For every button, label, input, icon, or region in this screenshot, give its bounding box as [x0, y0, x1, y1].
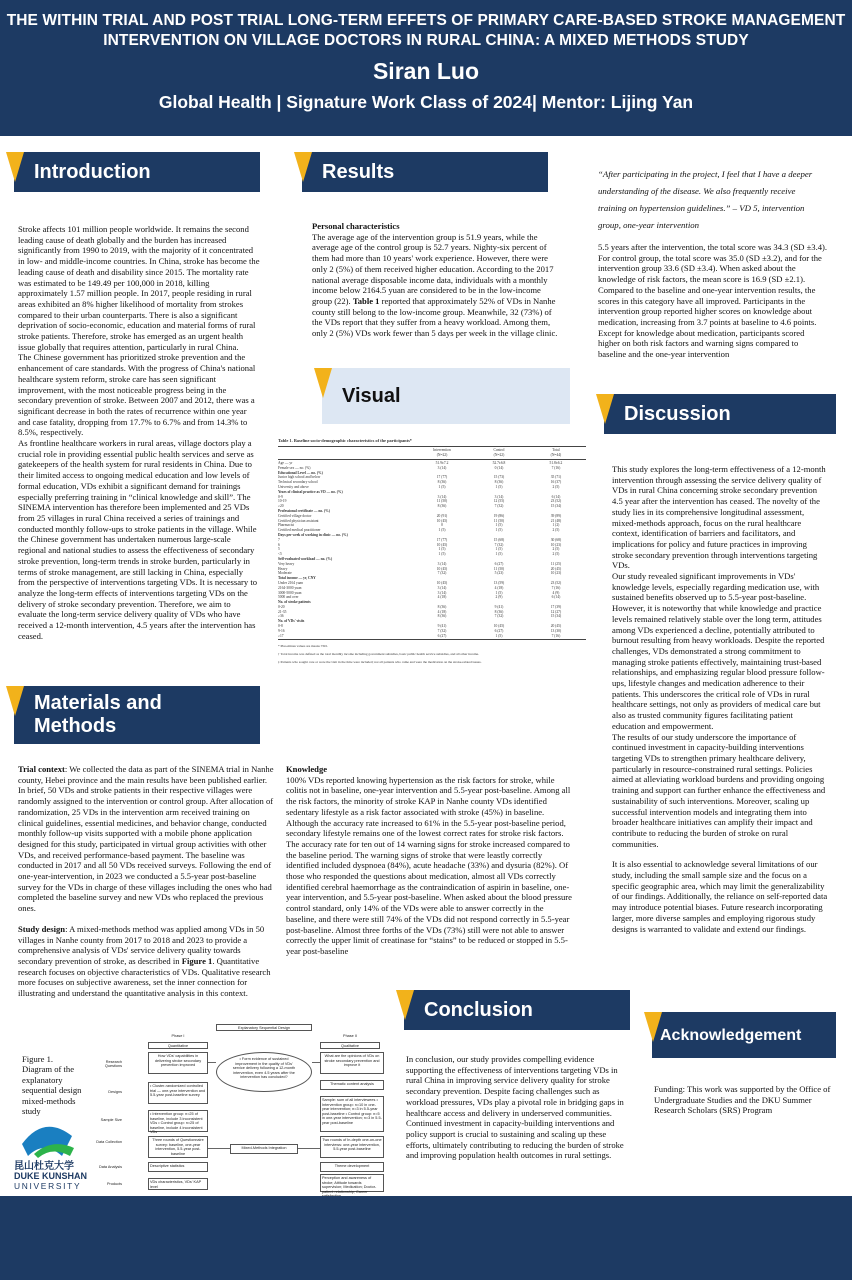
table-cell: 6 (27) [437, 633, 447, 638]
table-row [278, 518, 586, 523]
diagram-quant-question: How VDs' capabilities in delivering stroke secondary prevention improved [148, 1052, 208, 1074]
table-cell: 8 (36) [437, 504, 447, 509]
table-cell: 15 (34) [550, 614, 562, 619]
table-cell: 7 (32) [437, 628, 447, 633]
table-1-reference: Table 1 [352, 295, 380, 306]
diagram-phase-1: Phase I [148, 1033, 208, 1040]
introduction-paragraph: The Chinese government has prioritized stroke prevention and the enhancement of care standards. With the progress of China's national healthcare system reform, stroke care has seen significant improvement, with the most noticeable progress being in the secondary prevention of stroke. Between 2007 and 2012, there was a significant decrease in both the rates of recurrence within one year and case fatality, dropping from 17.7% to 6.7% and from 14.3% to 8.5%, respectively. [18, 352, 256, 438]
table-cell: 0-8 [278, 624, 283, 629]
table-cell: 8 (36) [437, 480, 447, 485]
table-cell: 3 (14) [437, 561, 447, 566]
table-cell: 16 (37) [550, 480, 562, 485]
table-cell: 3 (14) [494, 494, 504, 499]
table-cell: 1 (5) [495, 528, 503, 533]
table-cell: 5 [278, 547, 280, 552]
study-design-text-b: . Quantitative research focuses on objective characteristics of VDs. Qualitative research more focuses on subjective awareness, set the inner connection for illustrating and understand the quantitative analysis in this context. [18, 955, 271, 999]
table-cell: 10 (45) [436, 580, 448, 585]
table-cell: 6 (14) [551, 595, 561, 600]
table-cell: 6 (27) [494, 561, 504, 566]
trial-context-paragraph [18, 764, 274, 914]
explanatory-sequential-design-diagram [92, 1022, 388, 1194]
diagram-quant-collection: Three rounds of Questionnaire survey: baseline, one-year intervention, 5.5-year post-baseline [148, 1136, 208, 1158]
table-cell: Intervention [433, 448, 451, 453]
table-cell: Female sex — no. (%) [278, 465, 311, 470]
table-row [278, 480, 586, 485]
table-row [278, 504, 586, 509]
section-heading-results [302, 152, 548, 192]
table-cell: Pharmacist [278, 523, 294, 528]
table-row [278, 528, 586, 533]
table-cell: 8 (36) [437, 614, 447, 619]
table-row [278, 465, 586, 470]
table-cell: 7 (32) [437, 571, 447, 576]
methods-heading-text [34, 692, 162, 738]
table-cell: 12 (55) [493, 499, 505, 504]
diagram-header: Explanatory Sequential Design [216, 1024, 312, 1031]
poster-title-line-1: THE WITHIN TRIAL AND POST TRIAL LONG-TERM EFFETS OF PRIMARY CARE-BASED STROKE MANAGEMENT [6, 12, 846, 29]
section-heading-introduction [14, 152, 260, 192]
accent-triangle [6, 152, 24, 182]
accent-triangle [314, 368, 332, 398]
table-cell: Professional certificate — no. (%) [278, 508, 330, 513]
trial-context-label: Trial context [18, 764, 65, 774]
table-cell: Years of clinical practice as VD — no. (%) [278, 489, 343, 494]
table-row [278, 542, 586, 547]
table-row [278, 595, 586, 600]
table-cell: 5 (23) [494, 571, 504, 576]
logo-name-english-1: DUKE KUNSHAN [14, 1171, 88, 1181]
acknowledgement-body: Funding: This work was supported by the Office of Undergraduate Studies and the DKU Summer Research Scholars (SRS) Program [654, 1084, 831, 1116]
discussion-body [612, 464, 828, 934]
results-heading-text: Results [322, 160, 395, 183]
table-cell: Age — yr [278, 460, 293, 465]
logo-name-chinese: 昆山杜克大学 [14, 1161, 74, 1172]
diagram-connector [208, 1062, 216, 1063]
table-cell: University and above [278, 484, 309, 489]
table-cell: Very heavy [278, 561, 295, 566]
diagram-side-label: Products [107, 1182, 122, 1186]
diagram-qual-sample: Sample: sum of all interviewees • Intervention group: n=10 in one-year intervention; n=3 in 5.5-year post-baseline • Control group: n=5 in one-year intervention; n=3 in 5.5-year post-baseline [320, 1096, 384, 1132]
table-cell: 8 (36) [494, 480, 504, 485]
table-cell: 21 (48) [550, 518, 562, 523]
table-cell: 7 (32) [494, 614, 504, 619]
knowledge-heading-text: Knowledge [286, 764, 328, 774]
table-cell: 8 (36) [494, 609, 504, 614]
table-cell: 11 (50) [493, 518, 505, 523]
study-design-text-a: : A mixed-methods method was applied among VDs in 50 villages in Nanhe county from 2017 to 2018 and 2023 to provide a comprehensive analysis of VDs' service delivery quality towards secondary prevention of stroke, as described in [18, 923, 265, 966]
table-cell: Educational Level — no. (%) [278, 470, 323, 475]
personal-text-a: The average age of the intervention group is 51.9 years, while the average age of the control group is 52.7 years. Nighty-six percent of them had more than 10 years' work experience. However, there were only 2 (5%) of them received higher education. According to the 2017 national average disposable income data, individuals with a monthly income below 2164.5 yuan are considered to be in the low-income group (22). [312, 231, 554, 306]
introduction-heading-text: Introduction [34, 160, 151, 183]
diagram-central-question: • Form evidence of sustained improvement in the quality of VDs' service delivery following a 12-month intervention, even 4.5 years after the intervention has concluded? [216, 1052, 312, 1092]
diagram-quantitative: Quantitative [148, 1042, 208, 1049]
table-cell: ≥17 [278, 633, 284, 638]
table-row [278, 523, 586, 528]
diagram-side-label: Data Analysis [98, 1165, 122, 1169]
diagram-quant-design: • Cluster-randomized controlled trial — one-year intervention and 5.5-year post-baseline survey [148, 1082, 208, 1104]
section-heading-conclusion [404, 990, 630, 1030]
table-1-figure [278, 438, 586, 746]
section-heading-acknowledgement [652, 1012, 836, 1058]
table-cell: 1 (5) [438, 484, 446, 489]
table-cell: 20 (91) [436, 513, 448, 518]
discussion-paragraph: Our study revealed significant improvements in VDs' knowledge levels, especially regarding medication use, with sustained benefits observed up to 5.5-year post-baseline. However, it is noteworthy that while knowledge and practice levels remained relatively stable over the long term, attitudes among VDs experienced a decline, potentially attributed to burnout resulting from heavy workloads. Despite the reported challenges, VDs demonstrated a strong commitment to managing stroke patients effectively, maintaining trust-based relationships, and emphasizing regular blood pressure follow-ups, lifestyle changes and medication adherence to their patients. This underscores the critical role of VDs in rural healthcare settings, not only as providers of medical care but also as trusted community figures facilitating patient education and empowerment. [612, 571, 825, 731]
table-cell: Technical secondary school [278, 480, 318, 485]
table-cell: 51.8±6.2 [549, 460, 563, 465]
table-cell: 9 (41) [437, 624, 447, 629]
diagram-mixed-integration: Mixed-Methods Integration [230, 1144, 298, 1154]
table-row [278, 624, 586, 629]
table-cell: 6 (14) [551, 494, 561, 499]
table-cell: (N=22) [493, 453, 505, 458]
table-row [278, 633, 586, 638]
methods-heading-line-2: Methods [34, 715, 117, 737]
methods-body [18, 764, 274, 999]
table-cell: 15 (73) [493, 475, 505, 480]
accent-triangle [6, 686, 24, 716]
table-cell: Certified village doctor [278, 513, 312, 518]
table-cell: Moderate [278, 571, 292, 576]
table-row [278, 537, 586, 542]
knowledge-heading [286, 764, 576, 775]
diagram-qual-question: What are the opinions of VDs on stroke secondary prevention and improve it [320, 1052, 384, 1074]
table-row [278, 461, 586, 466]
table-row [278, 547, 586, 552]
table-cell: Control [493, 448, 505, 453]
table-cell: 35 (71) [550, 475, 562, 480]
methods-heading-line-1: Materials and [34, 692, 162, 714]
table-row [278, 590, 586, 595]
diagram-quant-sample: • Intervention group: n=25 of baseline, include 3 inconsistent VDs • Control group: n=25 of baseline, include 4 inconsistent VDs [148, 1110, 208, 1132]
table-cell: 7 (32) [494, 504, 504, 509]
table-1-body [278, 448, 586, 638]
table-cell: 0 (14) [494, 465, 504, 470]
table-cell: 2 (9) [495, 595, 503, 600]
table-cell: 13 (59) [493, 580, 505, 585]
results-personal-characteristics [312, 221, 562, 339]
table-cell: 1 (5) [495, 484, 503, 489]
figure-1-reference: Figure 1 [181, 955, 213, 966]
table-1-note: † Total income was defined as the total monthly income including government subsidies, basic public health service subsidies, and all other income. [278, 652, 480, 657]
diagram-qual-analysis: Theme development [320, 1162, 384, 1172]
table-rule [278, 459, 586, 460]
table-cell: Junior high school and below [278, 475, 321, 480]
study-design-label: Study design [18, 923, 66, 934]
table-cell: 20 (45) [550, 566, 562, 571]
table-header-row [278, 453, 586, 458]
diagram-connector [298, 1148, 320, 1149]
table-1-caption: Table 1. Baseline socio-demographic characteristics of the participants* [278, 438, 412, 443]
table-cell: 3000-5000 yuan [278, 590, 302, 595]
conclusion-heading-text: Conclusion [424, 998, 533, 1021]
table-cell: Self-evaluated workload — no. (%) [278, 556, 333, 561]
introduction-paragraph: Stroke affects 101 million people worldwide. It remains the second leading cause of death globally and the burden has increased significantly from 1990 to 2019, with the majority of it concentrated in low- and middle-income countries. In China, stroke has become the leading cause of death and disability since 2015. The mortality rate was estimated to be 149.49 per 100,000 in 2018, killing approximately 1.57 million people. In 2017, people residing in rural areas exhibited an 8% higher likelihood of mortality from strokes compared to their urban counterparts. There is also a significant deprivation of socio-economic, education and material forms of rural stroke patients. Therefore, stroke has emerged as an urgent health issue globally that requires attention, particularly in rural China. [18, 224, 260, 352]
table-cell: 1 (5) [495, 590, 503, 595]
table-cell: ≥36 [278, 614, 284, 619]
table-cell: 11 (50) [436, 499, 448, 504]
study-design-paragraph [18, 924, 274, 999]
diagram-quant-products: VDs characteristics, VDs' KAP level [148, 1178, 208, 1190]
table-row [278, 566, 586, 571]
table-cell: 7 (16) [551, 633, 561, 638]
table-cell: 19 (86) [493, 513, 505, 518]
table-cell: ≥20 [278, 504, 284, 509]
table-cell: 12 (27) [550, 609, 562, 614]
table-cell: 51.9±7.2 [435, 460, 449, 465]
diagram-qual-collection: Two rounds of In-depth one-on-one interviews: one-year intervention, 5.5-year post-baseline [320, 1136, 384, 1158]
table-1-note: * Plus-minus values are means ±SD. [278, 644, 328, 649]
table-cell: 10 (23) [550, 571, 562, 576]
table-cell: 0-20 [278, 604, 285, 609]
table-cell: No. of VDs' visits [278, 619, 305, 624]
introduction-paragraph: As frontline healthcare workers in rural areas, village doctors play a crucial role in providing essential public health services and serve as gatekeepers of the health system for rural residents in China. Due to their limited access to ongoing medical education and low levels of formal education, VDs exhibit a significant demand for trainings especially preferring training in “clinical knowledge and skill”. The SINEMA intervention has therefore been implemented and 25 VDs from 25 villages in rural China received a series of trainings and conducted monthly follow-ups to stroke patients in the village. While the Chinese government has undertaken numerous large-scale regional and national studies to assess the effectiveness of secondary stroke prevention, long-term trends in stroke burden, particularly in terms of stroke management, are still lacking in China, especially from the perspective of interventions targeting VDs. It is necessary to analyze the long-term effects of interventions targeting VDs on the delivery of stroke secondary prevention. Therefore, we aim to evaluate the long-term service delivery quality of VDs who have received a 12-month intervention, 4.5 years after the intervention has ceased. [18, 438, 258, 641]
diagram-qual-design: Thematic content analysis [320, 1080, 384, 1090]
diagram-qual-products: Perception and awareness of stroke; Attitude towards supervision; Medication; Doctor-patient relationship; Career [320, 1174, 384, 1192]
table-cell: 1 (5) [438, 547, 446, 552]
table-cell: 7 (16) [551, 585, 561, 590]
accent-triangle [596, 394, 614, 424]
table-cell: 21-35 [278, 609, 287, 614]
table-row [278, 485, 586, 490]
table-cell: Days per week of working in clinic — no. (%) [278, 532, 348, 537]
table-row [278, 499, 586, 504]
discussion-heading-text: Discussion [624, 402, 731, 425]
table-cell: 1 (5) [495, 547, 503, 552]
table-cell: 10 (45) [436, 566, 448, 571]
table-cell: 3 (14) [437, 590, 447, 595]
table-cell: 10 (23) [550, 542, 562, 547]
table-row [278, 605, 586, 610]
table-row [278, 609, 586, 614]
table-cell: Under 2164 yuan [278, 580, 303, 585]
table-cell: 13 (30) [550, 628, 562, 633]
table-cell: 1 (5) [438, 528, 446, 533]
table-row [278, 561, 586, 566]
poster-footer [0, 1196, 852, 1280]
discussion-paragraph: The results of our study underscore the importance of continued investment in capacity-building interventions targeting VDs to strengthen primary healthcare delivery, particularly in resource-constrained rural settings. Policies aimed at alleviating workload burdens and providing ongoing training and support can further enhance the effectiveness and sustainability of such interventions. Moreover, scaling up successful intervention models and integrating them into broader healthcare initiatives can amplify their impact and contribute to reducing the burden of stroke on rural communities. [612, 731, 826, 849]
table-cell: 3 (14) [437, 585, 447, 590]
table-cell: 23 (52) [550, 499, 562, 504]
table-cell: 15 (34) [550, 504, 562, 509]
table-cell: 11 (50) [493, 566, 505, 571]
table-cell: 2 (5) [552, 547, 560, 552]
table-row [278, 581, 586, 586]
table-cell: 2 (5) [552, 528, 560, 533]
table-1-note: ‡ Patients who sought care or were the visit in the time were included; not all patients who came and were the medication on the stroke-related issues. [278, 660, 482, 665]
table-row [278, 628, 586, 633]
table-cell: 8 (36) [437, 604, 447, 609]
diagram-side-label: Data Collection [96, 1140, 122, 1144]
poster-header [0, 0, 852, 136]
table-cell: 10 (45) [493, 624, 505, 629]
introduction-body [18, 224, 260, 641]
personal-characteristics-heading [312, 221, 562, 232]
table-cell: 20 (45) [550, 624, 562, 629]
table-cell: 17 (77) [436, 537, 448, 542]
diagram-quant-analysis: Descriptive statistics [148, 1162, 208, 1172]
discussion-paragraph: It is also essential to acknowledge several limitations of our study, including the small sample size and the focus on a specific geographic area, which may limit the generalizability of our findings. Additionally, the reliance on self-reported data may introduce potential biases. Future research incorporating larger, more diverse samples and employing rigorous study designs is warranted to validate and extend our findings. [612, 859, 828, 934]
table-cell: 1 (2) [552, 523, 560, 528]
table-cell: 4 (18) [437, 609, 447, 614]
personal-text-b: reported that approximately 52% of VDs in Nanhe county still belong to the low-income group. Meanwhile, 32 (73%) of the VDs report that they suffer from a heavy workload. Among them, only 2 (5%) VDs work fewer than 5 days per week in the village clinic. [312, 295, 558, 339]
results-knowledge [286, 764, 576, 957]
diagram-side-label: Research Questions [104, 1060, 122, 1068]
table-cell: 3 (14) [437, 465, 447, 470]
table-cell: 10 (45) [436, 542, 448, 547]
table-cell: 1 (5) [438, 552, 446, 557]
table-cell: Certified medical practitioner [278, 528, 321, 533]
table-row [278, 513, 586, 518]
table-cell: 0 [441, 523, 443, 528]
discussion-paragraph: This study explores the long-term effectiveness of a 12-month intervention through assessing the service delivery quality of VDs in rural China concerning stroke secondary prevention 4.5 year after the intervention has ceased. The novelty of the study lies in its comprehensive longitudinal assessment, mixed-methods approach, focus on the rural healthcare context, identification of barriers and facilitators, and implications for policy and future practices in improving stroke secondary prevention through interventions targeting VDs. [612, 464, 826, 571]
diagram-connector [208, 1148, 230, 1149]
results-score-text: 5.5 years after the intervention, the total score was 34.3 (SD ±3.4). For control group, the total score was 35.0 (SD ±3.2), and for the intervention group 33.6 (SD ±3.4). When asked about the knowledge of risk factors, the mean score is 16.9 (SD ±2.1). Compared to the baseline and one-year intervention results, the scores in this category have all improved. Participants in the intervention group reported higher scores on knowledge about medication, increasing from 3.7 points at baseline to 4.6 points. Except for knowledge about medication, participants scored higher on both risk factors and warning signs compared to baseline and the one-year intervention [598, 242, 828, 360]
table-row [278, 552, 586, 557]
table-cell: 6 [278, 542, 280, 547]
table-row [278, 475, 586, 480]
table-cell: 4 (9) [552, 590, 560, 595]
table-cell: 7 (16) [551, 465, 561, 470]
accent-triangle [396, 990, 414, 1020]
table-cell: 39 (89) [550, 513, 562, 518]
table-cell: 0-9 [278, 494, 283, 499]
table-cell: 2 (5) [552, 484, 560, 489]
table-cell: 4 (18) [437, 595, 447, 600]
table-cell: 1 (5) [495, 633, 503, 638]
table-rule [278, 446, 586, 447]
table-cell: Certified physician assistant [278, 518, 319, 523]
poster-title-line-2: INTERVENTION ON VILLAGE DOCTORS IN RURAL CHINA: A MIXED METHODS STUDY [103, 32, 749, 49]
accent-triangle [644, 1012, 662, 1042]
affiliation: Global Health | Signature Work Class of 2024| Mentor: Lijing Yan [158, 92, 694, 112]
table-cell: 7 (32) [494, 542, 504, 547]
table-cell: <5 [278, 552, 282, 557]
figure-1-caption: Figure 1. Diagram of the explanatory sequential design mixed-methods study [22, 1054, 82, 1117]
table-cell: 4 (18) [494, 585, 504, 590]
table-row [278, 614, 586, 619]
table-cell: 15 (68) [493, 537, 505, 542]
table-cell: No. of stroke patients [278, 600, 311, 605]
table-cell: (N=44) [550, 453, 562, 458]
table-cell: 3 (14) [437, 494, 447, 499]
table-cell: Total [552, 448, 560, 453]
knowledge-text: 100% VDs reported knowing hypertension as the risk factors for stroke, while colitis not in baseline, one-year intervention and 5.5-year post-baseline. Among all the risk factors, the minority of stroke KAP in Nanhe county VDs identified sedentary lifestyle as a risk factor associated with stroke (45%) in baseline. Although the accuracy rate increased to 61% in the 5.5-year post-baseline period, secondary lifestyle remains one of the lowest correct rates for stroke risk factors. The accuracy rate for ten out of 14 warning signs for stroke increased compared to the baseline period. The warning signs of stroke that were leastly correctly identified included dyspnoea (84%), acute headache (33%) and dysuria (82%). Of those who responded the questions about medication, almost all VDs correctly identified cerebral haemorrhage as the contraindication of aspirin in baseline, one-year intervention, and 5.5-year post-baseline. When asked about the blood pressure control standard, only 14% of the VDs were able to answer correctly in the baseline, and there were still 74% of the VDs did not respond correctly in 5.5-year post-baseline. Almost three forths of the VDs (73%) still were not able to answer correctly the upper limit of creatinase for “stains” to be reduced or stopped in 5.5-year post-baseline [286, 774, 572, 956]
diagram-phase-2: Phase II [320, 1033, 380, 1040]
table-cell: 17 (39) [550, 604, 562, 609]
table-cell: 11 (25) [550, 561, 562, 566]
table-cell: 10-19 [278, 499, 287, 504]
trial-context-text: : We collected the data as part of the SINEMA trial in Nanhe county, Hebei province and the main results have been published earlier. In brief, 50 VDs and stroke patients in their respective villages were randomly assigned to the intervention or control group. After allocation of randomization, 25 VDs in the intervention arm received training on clinical guidelines, essential medicines, and behavior change, conducted monthly follow-up visits supported with a mobile phone application designed for this study, participated in virtual group activities with other VDs, and received performance-based payment. The baseline was conducted in 2017 and all 50 VDs received surveys. Following the end of one-year-intervention, in 2023 we conducted a 5.5-year post-baseline survey for the VDs in charge of these villages including the ones who had completed the baseline survey and new VDs who replaced the previous ones. [18, 764, 274, 914]
table-cell: 23 (52) [550, 580, 562, 585]
table-row [278, 494, 586, 499]
table-cell: 7 [278, 537, 280, 542]
section-heading-visual [322, 368, 570, 424]
table-cell: 30 (68) [550, 537, 562, 542]
table-cell: 10 (45) [436, 518, 448, 523]
section-heading-discussion [604, 394, 836, 434]
diagram-connector [312, 1062, 320, 1063]
accent-triangle [294, 152, 312, 182]
diagram-side-label: Designs [108, 1090, 122, 1094]
logo-name-english-2: UNIVERSITY [14, 1181, 82, 1191]
table-rule [278, 639, 586, 640]
table-row [278, 585, 586, 590]
table-cell: 2 (5) [552, 552, 560, 557]
table-cell: 52.7±6.8 [492, 460, 506, 465]
table-cell: 1 (5) [495, 552, 503, 557]
table-cell: 9 (41) [494, 604, 504, 609]
table-cell: 1 (5) [495, 523, 503, 528]
table-cell: (N=22) [436, 453, 448, 458]
table-cell: 6 (27) [494, 628, 504, 633]
personal-characteristics-text [312, 232, 562, 339]
conclusion-body: In conclusion, our study provides compelling evidence supporting the effectiveness of interventions targeting VDs in rural China in improving service delivery quality for stroke secondary prevention. Despite facing challenges such as workload pressures, VDs play a pivotal role in bridging gaps in healthcare access and delivery in underserved communities. Continued investment in capacity-building interventions and policy support is crucial to sustaining and scaling up these efforts, ultimately contributing to reducing the burden of stroke and improving population health outcomes in rural settings. [406, 1054, 624, 1161]
acknowledgement-heading-text: Acknowledgement [660, 1026, 802, 1044]
interview-quote: “After participating in the project, I feel that I have a deeper understanding of the disease. We also frequently receive training on hypertension guidelines.” – VD 5, intervention group, one-year intervention [598, 169, 813, 230]
table-cell: Total income — yr, CNY [278, 576, 316, 581]
table-cell: 17 (77) [436, 475, 448, 480]
diagram-qualitative: Qualitative [320, 1042, 380, 1049]
personal-heading-text: Personal characteristics [312, 221, 400, 231]
author-name: Siran Luo [372, 58, 480, 84]
table-cell: 2164-3000 yuan [278, 585, 302, 590]
table-row [278, 571, 586, 576]
section-heading-materials-methods [14, 686, 260, 744]
diagram-side-label: Sample Size [100, 1118, 122, 1122]
table-cell: 9-16 [278, 628, 285, 633]
visual-heading-text: Visual [342, 384, 401, 407]
table-cell: Heavy [278, 566, 288, 571]
table-cell: 5000 and over [278, 595, 299, 600]
